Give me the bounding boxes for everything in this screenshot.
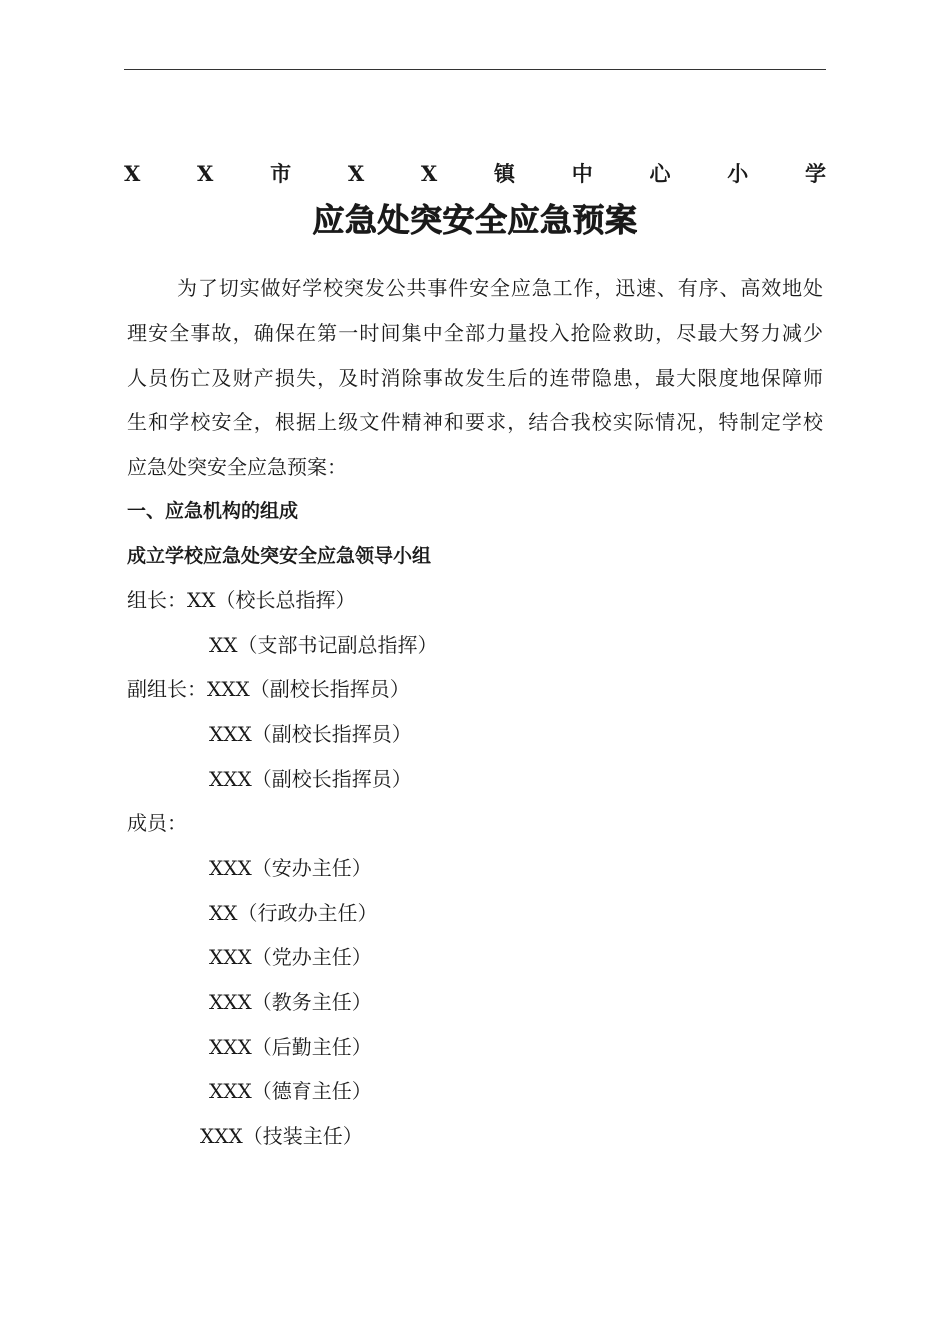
school-name-char: 小 xyxy=(727,161,749,186)
intro-line: 生和学校安全，根据上级文件精神和要求，结合我校实际情况，特制定学校 xyxy=(127,410,823,435)
intro-line: 人员伤亡及财产损失，及时消除事故发生后的连带隐患，最大限度地保障师 xyxy=(127,365,823,390)
section-heading: 一、应急机构的组成 xyxy=(127,500,299,522)
member-line: XXX（安办主任） xyxy=(209,856,372,880)
leader-second-line: XX（支部书记副总指挥） xyxy=(209,633,438,657)
school-name-char: 学 xyxy=(804,161,826,186)
school-name-char: X xyxy=(124,160,141,186)
member-line: XXX（后勤主任） xyxy=(209,1035,372,1059)
school-name-char: 市 xyxy=(270,161,292,186)
header-rule xyxy=(124,69,826,70)
school-name-char: 心 xyxy=(649,161,671,186)
member-line: XX（行政办主任） xyxy=(209,901,378,925)
member-line: XXX（德育主任） xyxy=(209,1079,372,1103)
document-title: 应急处突安全应急预案 xyxy=(312,201,638,239)
subheading: 成立学校应急处突安全应急领导小组 xyxy=(127,545,432,567)
leader-line: 组长：XX（校长总指挥） xyxy=(127,588,356,612)
member-line: XXX（党办主任） xyxy=(209,945,372,969)
member-line: XXX（技装主任） xyxy=(200,1124,363,1148)
deputy-line: XXX（副校长指挥员） xyxy=(209,767,412,791)
school-name-char: X xyxy=(420,160,438,186)
intro-line: 理安全事故，确保在第一时间集中全部力量投入抢险救助，尽最大努力减少 xyxy=(127,320,823,345)
members-label: 成员： xyxy=(127,811,187,835)
school-name-char: 中 xyxy=(571,161,593,186)
member-line: XXX（教务主任） xyxy=(209,990,372,1014)
intro-line: 应急处突安全应急预案： xyxy=(127,455,347,480)
school-name-char: X xyxy=(347,160,365,186)
school-name-char: X xyxy=(197,160,214,186)
deputy-line: XXX（副校长指挥员） xyxy=(209,722,412,746)
school-name-line xyxy=(124,158,826,188)
deputy-line: 副组长：XXX（副校长指挥员） xyxy=(127,677,410,701)
school-name-char: 镇 xyxy=(493,161,515,186)
intro-line: 为了切实做好学校突发公共事件安全应急工作，迅速、有序、高效地处 xyxy=(177,276,823,300)
intro-paragraph xyxy=(127,266,823,490)
